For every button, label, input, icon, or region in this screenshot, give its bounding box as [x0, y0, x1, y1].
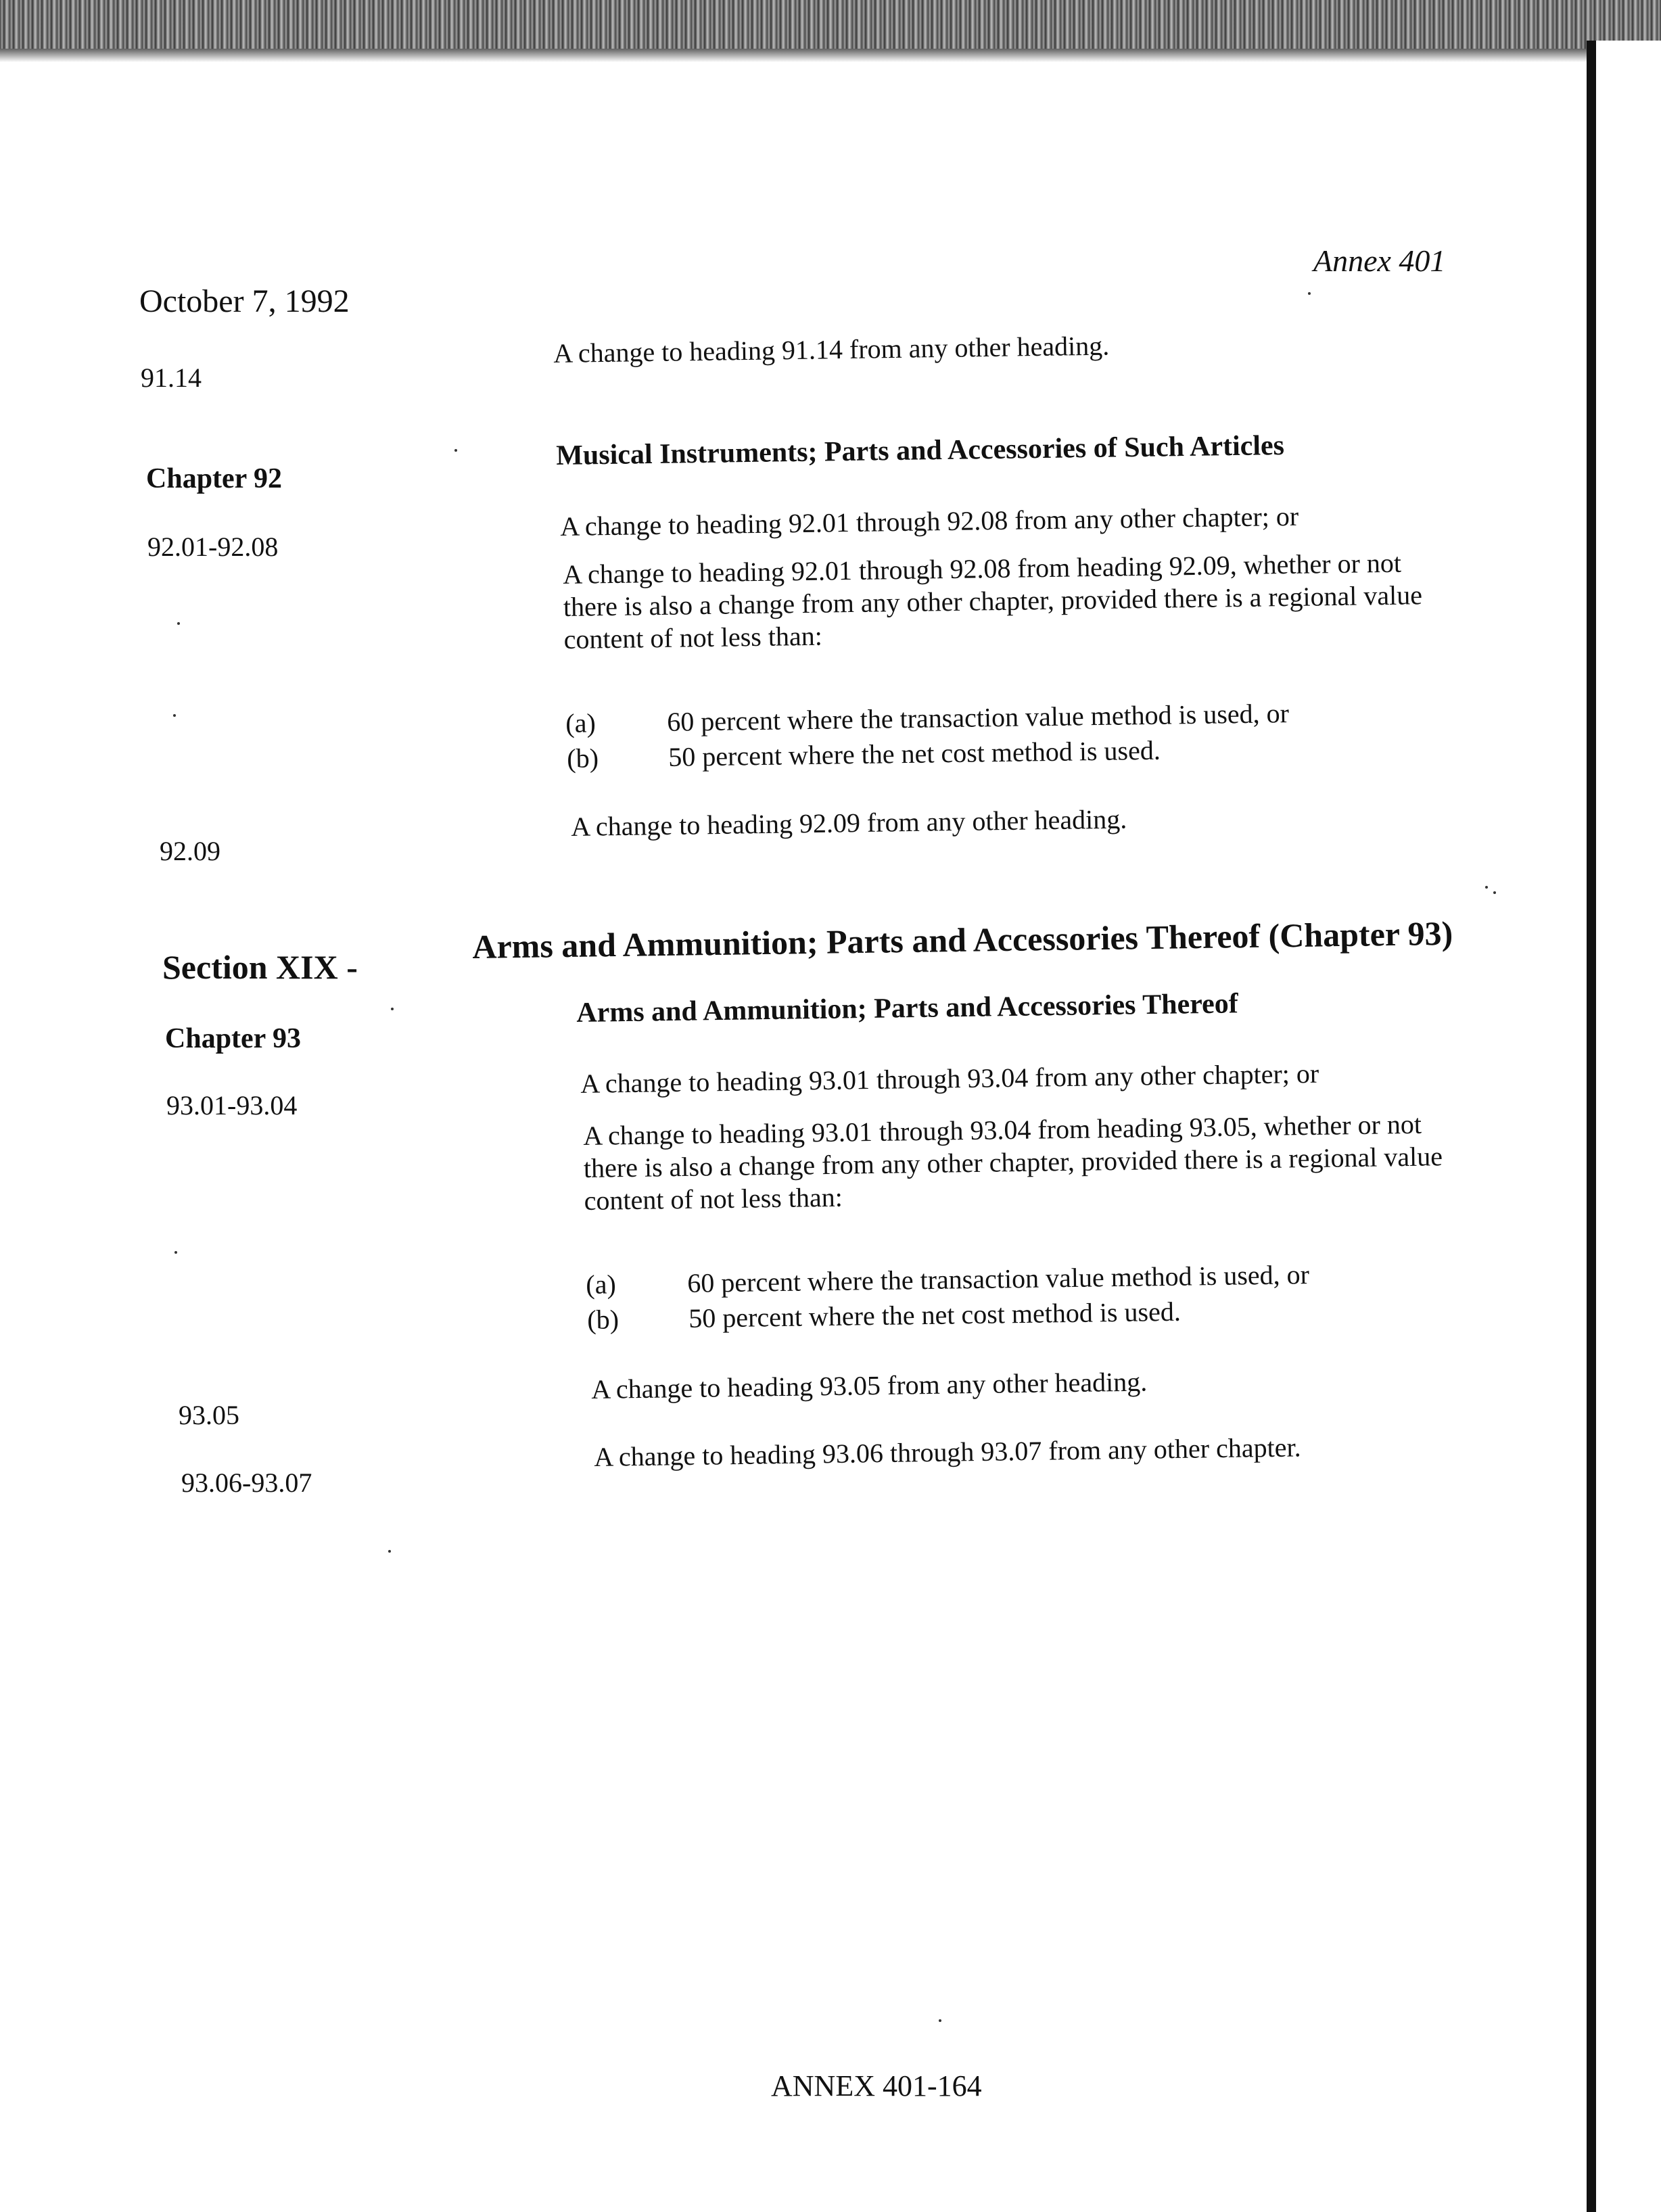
- chapter-93-label: Chapter 93: [165, 1023, 302, 1054]
- option-b-9301: [587, 1296, 1181, 1336]
- heading-code-9201-9208: 92.01-92.08: [147, 532, 279, 562]
- option-a-9201: [565, 697, 1289, 739]
- scan-speck: [391, 1008, 394, 1010]
- scan-right-edge: [1587, 41, 1596, 2212]
- rule-text-9201-b: A change to heading 92.01 through 92.08 from heading 92.09, whether or not there is also a change from any other chapter, provided there is a regional value content of not less than:: [563, 547, 1423, 655]
- scan-speck: [174, 1251, 177, 1254]
- rule-text-9209: A change to heading 92.09 from any other heading.: [571, 803, 1127, 842]
- option-b-text: 50 percent where the net cost method is used.: [688, 1296, 1182, 1334]
- option-a-text: 60 percent where the transaction value method is used, or: [686, 1259, 1310, 1298]
- scan-speck: [177, 622, 180, 625]
- option-b-label: (b): [587, 1304, 619, 1335]
- rule-text-9305: A change to heading 93.05 from any other heading.: [591, 1366, 1148, 1405]
- heading-code-9114: 91.14: [141, 362, 202, 393]
- chapter-93-title: Arms and Ammunition; Parts and Accessories Thereof: [576, 988, 1238, 1029]
- option-a-label: (a): [586, 1269, 617, 1300]
- scan-speck: [939, 2019, 941, 2022]
- scan-speck: [1308, 292, 1311, 295]
- chapter-92-title: Musical Instruments; Parts and Accessories of Such Articles: [556, 429, 1285, 471]
- option-b-9201: [567, 734, 1161, 774]
- rule-text-9114: A change to heading 91.14 from any other heading.: [553, 330, 1110, 369]
- section-xix-label: Section XIX -: [162, 948, 358, 986]
- option-a-label: (a): [565, 707, 596, 738]
- option-b-text: 50 percent where the net cost method is used.: [668, 734, 1161, 772]
- scan-speck: [173, 714, 176, 717]
- scan-speck: [454, 449, 457, 452]
- rule-text-9301-a: A change to heading 93.01 through 93.04 from any other chapter; or: [580, 1058, 1319, 1099]
- rule-text-9301-b: A change to heading 93.01 through 93.04 from heading 93.05, whether or not there is also a change from any other chapter, provided there is a regional value content of not less than:: [583, 1108, 1443, 1216]
- option-a-text: 60 percent where the transaction value method is used, or: [666, 698, 1290, 737]
- scan-top-edge: [0, 0, 1661, 62]
- scan-right-margin: [1596, 41, 1661, 2212]
- page-number-footer: ANNEX 401-164: [771, 2069, 982, 2102]
- heading-code-9306-9307: 93.06-93.07: [181, 1467, 312, 1498]
- heading-code-9305: 93.05: [179, 1400, 239, 1430]
- annex-label: Annex 401: [1313, 243, 1446, 278]
- scan-speck: [388, 1550, 391, 1553]
- heading-code-9301-9304: 93.01-93.04: [166, 1090, 298, 1121]
- chapter-92-label: Chapter 92: [146, 463, 283, 494]
- option-b-label: (b): [567, 743, 599, 774]
- rule-text-9201-a: A change to heading 92.01 through 92.08 from any other chapter; or: [560, 500, 1299, 542]
- rule-text-9306-9307: A change to heading 93.06 through 93.07 from any other chapter.: [594, 1432, 1301, 1472]
- section-xix-title: Arms and Ammunition; Parts and Accessories Thereof (Chapter 93): [472, 914, 1453, 966]
- document-date: October 7, 1992: [139, 283, 350, 319]
- scan-speck: [1493, 891, 1496, 894]
- scan-speck: [1485, 886, 1488, 889]
- heading-code-9209: 92.09: [160, 836, 220, 866]
- option-a-9301: [586, 1258, 1309, 1300]
